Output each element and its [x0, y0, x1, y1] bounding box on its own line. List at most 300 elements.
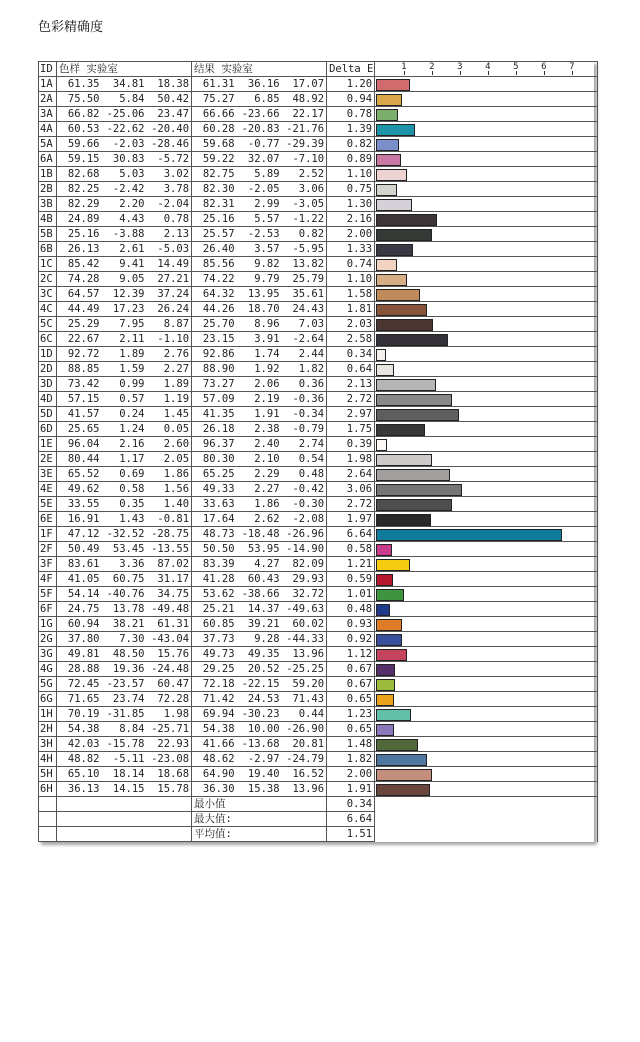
delta-e-value: 0.59 — [327, 572, 375, 587]
scale-header — [375, 62, 598, 77]
patch-id: 4F — [39, 572, 57, 587]
patch-id: 1C — [39, 257, 57, 272]
table-row — [39, 137, 598, 152]
bar-cell — [375, 92, 598, 107]
table-row — [39, 587, 598, 602]
patch-id: 2D — [39, 362, 57, 377]
patch-id: 4B — [39, 212, 57, 227]
sample-b: 2.60 — [147, 437, 192, 452]
result-l: 64.90 — [192, 767, 237, 782]
sample-b: 0.78 — [147, 212, 192, 227]
sample-b: 26.24 — [147, 302, 192, 317]
result-a: 2.27 — [237, 482, 282, 497]
result-b: 60.02 — [282, 617, 327, 632]
bar-cell — [375, 647, 598, 662]
header-sample-lab: 色样 实验室 — [57, 62, 192, 77]
scale-tick-label: 1 — [401, 62, 407, 72]
delta-e-value: 0.75 — [327, 182, 375, 197]
summary-min-value: 0.34 — [327, 797, 375, 812]
sample-l: 61.35 — [57, 77, 102, 92]
table-row — [39, 182, 598, 197]
sample-a: 18.14 — [102, 767, 147, 782]
sample-a: 60.75 — [102, 572, 147, 587]
result-b: 13.82 — [282, 257, 327, 272]
result-b: 32.72 — [282, 587, 327, 602]
result-a: 1.92 — [237, 362, 282, 377]
bar-cell — [375, 482, 598, 497]
result-a: -2.53 — [237, 227, 282, 242]
result-l: 17.64 — [192, 512, 237, 527]
result-b: -0.79 — [282, 422, 327, 437]
sample-l: 25.29 — [57, 317, 102, 332]
table-row — [39, 482, 598, 497]
sample-a: -22.62 — [102, 122, 147, 137]
color-accuracy-table — [38, 61, 598, 842]
sample-l: 92.72 — [57, 347, 102, 362]
result-b: -3.05 — [282, 197, 327, 212]
sample-l: 66.82 — [57, 107, 102, 122]
table-row — [39, 437, 598, 452]
delta-e-bar — [376, 229, 432, 241]
patch-id: 5D — [39, 407, 57, 422]
delta-e-bar — [376, 199, 412, 211]
patch-id: 4A — [39, 122, 57, 137]
scale-tick-label: 5 — [513, 62, 519, 72]
sample-l: 41.05 — [57, 572, 102, 587]
table-row — [39, 317, 598, 332]
result-a: 1.91 — [237, 407, 282, 422]
patch-id: 6F — [39, 602, 57, 617]
result-l: 36.30 — [192, 782, 237, 797]
delta-e-bar — [376, 724, 394, 736]
header-row — [39, 62, 598, 77]
delta-e-value: 0.94 — [327, 92, 375, 107]
page-title: 色彩精确度 — [38, 20, 104, 35]
table-row — [39, 632, 598, 647]
sample-a: 9.05 — [102, 272, 147, 287]
delta-e-value: 0.93 — [327, 617, 375, 632]
sample-b: 1.86 — [147, 467, 192, 482]
table-row — [39, 122, 598, 137]
result-l: 73.27 — [192, 377, 237, 392]
result-b: 48.92 — [282, 92, 327, 107]
patch-id: 2H — [39, 722, 57, 737]
delta-e-bar — [376, 79, 410, 91]
delta-e-bar — [376, 679, 395, 691]
sample-a: 4.43 — [102, 212, 147, 227]
sample-a: 53.45 — [102, 542, 147, 557]
delta-e-bar — [376, 454, 431, 466]
result-b: -2.08 — [282, 512, 327, 527]
result-a: 53.95 — [237, 542, 282, 557]
result-b: 20.81 — [282, 737, 327, 752]
table-row — [39, 767, 598, 782]
sample-a: 0.57 — [102, 392, 147, 407]
result-l: 71.42 — [192, 692, 237, 707]
result-l: 92.86 — [192, 347, 237, 362]
summary-row-min — [39, 797, 598, 812]
bar-cell — [375, 317, 598, 332]
bar-cell — [375, 137, 598, 152]
table-row — [39, 107, 598, 122]
sample-l: 54.14 — [57, 587, 102, 602]
result-a: -38.66 — [237, 587, 282, 602]
result-b: 13.96 — [282, 647, 327, 662]
delta-e-bar — [376, 634, 402, 646]
table-row — [39, 752, 598, 767]
summary-row-max — [39, 812, 598, 827]
result-a: -13.68 — [237, 737, 282, 752]
bar-cell — [375, 707, 598, 722]
table-row — [39, 677, 598, 692]
delta-e-value: 0.64 — [327, 362, 375, 377]
bar-cell — [375, 782, 598, 797]
result-l: 25.21 — [192, 602, 237, 617]
bar-cell — [375, 542, 598, 557]
delta-e-value: 1.23 — [327, 707, 375, 722]
patch-id: 5C — [39, 317, 57, 332]
sample-b: -24.48 — [147, 662, 192, 677]
delta-e-value: 1.10 — [327, 272, 375, 287]
sample-l: 75.50 — [57, 92, 102, 107]
sample-b: 15.78 — [147, 782, 192, 797]
result-a: 20.52 — [237, 662, 282, 677]
sample-a: 0.24 — [102, 407, 147, 422]
sample-b: 61.31 — [147, 617, 192, 632]
table-row — [39, 602, 598, 617]
result-b: -49.63 — [282, 602, 327, 617]
result-a: 24.53 — [237, 692, 282, 707]
sample-b: -23.08 — [147, 752, 192, 767]
sample-l: 37.80 — [57, 632, 102, 647]
delta-e-bar — [376, 379, 436, 391]
delta-e-bar — [376, 424, 425, 436]
delta-e-bar — [376, 589, 404, 601]
sample-l: 73.42 — [57, 377, 102, 392]
result-b: -26.96 — [282, 527, 327, 542]
result-b: -0.34 — [282, 407, 327, 422]
table-row — [39, 662, 598, 677]
bar-cell — [375, 767, 598, 782]
table-row — [39, 707, 598, 722]
sample-b: 22.93 — [147, 737, 192, 752]
sample-a: -40.76 — [102, 587, 147, 602]
sample-a: 1.24 — [102, 422, 147, 437]
summary-avg-value: 1.51 — [327, 827, 375, 842]
delta-e-bar — [376, 499, 452, 511]
result-b: 59.20 — [282, 677, 327, 692]
patch-id: 3F — [39, 557, 57, 572]
result-l: 88.90 — [192, 362, 237, 377]
result-a: 6.85 — [237, 92, 282, 107]
delta-e-bar — [376, 754, 427, 766]
result-l: 41.28 — [192, 572, 237, 587]
result-a: 14.37 — [237, 602, 282, 617]
result-a: 2.62 — [237, 512, 282, 527]
sample-a: 1.43 — [102, 512, 147, 527]
sample-b: 14.49 — [147, 257, 192, 272]
result-b: 1.82 — [282, 362, 327, 377]
result-a: 2.06 — [237, 377, 282, 392]
delta-e-value: 0.65 — [327, 722, 375, 737]
sample-l: 60.94 — [57, 617, 102, 632]
delta-e-bar — [376, 409, 459, 421]
bar-cell — [375, 422, 598, 437]
delta-e-value: 2.72 — [327, 392, 375, 407]
result-b: -0.30 — [282, 497, 327, 512]
result-a: 1.74 — [237, 347, 282, 362]
table-row — [39, 272, 598, 287]
bar-cell — [375, 602, 598, 617]
result-l: 60.85 — [192, 617, 237, 632]
patch-id: 6G — [39, 692, 57, 707]
sample-a: -3.88 — [102, 227, 147, 242]
table-row — [39, 722, 598, 737]
sample-l: 41.57 — [57, 407, 102, 422]
result-a: 18.70 — [237, 302, 282, 317]
sample-a: 2.61 — [102, 242, 147, 257]
sample-b: 23.47 — [147, 107, 192, 122]
result-a: 36.16 — [237, 77, 282, 92]
result-l: 25.57 — [192, 227, 237, 242]
sample-a: 2.11 — [102, 332, 147, 347]
bar-cell — [375, 242, 598, 257]
delta-e-report — [38, 61, 594, 842]
delta-e-bar — [376, 394, 452, 406]
table-row — [39, 197, 598, 212]
delta-e-value: 0.67 — [327, 677, 375, 692]
result-a: -2.97 — [237, 752, 282, 767]
bar-cell — [375, 737, 598, 752]
delta-e-value: 1.01 — [327, 587, 375, 602]
table-row — [39, 557, 598, 572]
delta-e-value: 2.00 — [327, 767, 375, 782]
result-b: 3.06 — [282, 182, 327, 197]
patch-id: 2G — [39, 632, 57, 647]
table-row — [39, 407, 598, 422]
result-a: 3.91 — [237, 332, 282, 347]
result-a: -0.77 — [237, 137, 282, 152]
table-row — [39, 737, 598, 752]
sample-a: 38.21 — [102, 617, 147, 632]
delta-e-bar — [376, 664, 395, 676]
summary-max-label: 最大值: — [192, 812, 327, 827]
patch-id: 6A — [39, 152, 57, 167]
sample-b: -25.71 — [147, 722, 192, 737]
result-b: -24.79 — [282, 752, 327, 767]
result-l: 74.22 — [192, 272, 237, 287]
bar-cell — [375, 182, 598, 197]
delta-e-value: 2.13 — [327, 377, 375, 392]
sample-a: -25.06 — [102, 107, 147, 122]
table-row — [39, 257, 598, 272]
sample-b: -28.75 — [147, 527, 192, 542]
delta-e-value: 1.10 — [327, 167, 375, 182]
result-l: 85.56 — [192, 257, 237, 272]
result-l: 23.15 — [192, 332, 237, 347]
bar-cell — [375, 287, 598, 302]
table-row — [39, 527, 598, 542]
patch-id: 3D — [39, 377, 57, 392]
delta-e-bar — [376, 289, 420, 301]
delta-e-bar — [376, 514, 431, 526]
sample-a: 0.69 — [102, 467, 147, 482]
result-b: 0.54 — [282, 452, 327, 467]
sample-l: 44.49 — [57, 302, 102, 317]
sample-a: -5.11 — [102, 752, 147, 767]
result-a: 15.38 — [237, 782, 282, 797]
bar-cell — [375, 497, 598, 512]
delta-e-value: 2.97 — [327, 407, 375, 422]
table-row — [39, 617, 598, 632]
delta-e-value: 0.92 — [327, 632, 375, 647]
sample-b: -13.55 — [147, 542, 192, 557]
table-row — [39, 512, 598, 527]
delta-e-bar — [376, 739, 417, 751]
result-l: 54.38 — [192, 722, 237, 737]
table-row — [39, 572, 598, 587]
result-a: -20.83 — [237, 122, 282, 137]
delta-e-value: 1.39 — [327, 122, 375, 137]
patch-id: 1E — [39, 437, 57, 452]
patch-id: 1D — [39, 347, 57, 362]
sample-b: 27.21 — [147, 272, 192, 287]
sample-l: 47.12 — [57, 527, 102, 542]
patch-id: 3B — [39, 197, 57, 212]
result-b: 24.43 — [282, 302, 327, 317]
result-a: 5.57 — [237, 212, 282, 227]
delta-e-value: 0.65 — [327, 692, 375, 707]
delta-e-bar — [376, 319, 433, 331]
result-l: 69.94 — [192, 707, 237, 722]
sample-l: 82.25 — [57, 182, 102, 197]
sample-b: 2.76 — [147, 347, 192, 362]
bar-cell — [375, 722, 598, 737]
delta-e-bar — [376, 694, 394, 706]
patch-id: 6H — [39, 782, 57, 797]
table-row — [39, 77, 598, 92]
sample-l: 54.38 — [57, 722, 102, 737]
bar-cell — [375, 77, 598, 92]
sample-b: 3.02 — [147, 167, 192, 182]
bar-cell — [375, 272, 598, 287]
result-a: 8.96 — [237, 317, 282, 332]
sample-b: -20.40 — [147, 122, 192, 137]
sample-a: 19.36 — [102, 662, 147, 677]
result-l: 29.25 — [192, 662, 237, 677]
table-row — [39, 467, 598, 482]
result-b: 0.36 — [282, 377, 327, 392]
sample-a: 48.50 — [102, 647, 147, 662]
result-l: 44.26 — [192, 302, 237, 317]
patch-id: 5H — [39, 767, 57, 782]
result-b: 22.17 — [282, 107, 327, 122]
result-l: 82.75 — [192, 167, 237, 182]
sample-a: 3.36 — [102, 557, 147, 572]
delta-e-scale — [375, 62, 597, 76]
delta-e-value: 3.06 — [327, 482, 375, 497]
result-a: 2.10 — [237, 452, 282, 467]
result-b: -7.10 — [282, 152, 327, 167]
sample-a: 2.20 — [102, 197, 147, 212]
header-result-lab: 结果 实验室 — [192, 62, 327, 77]
table-row — [39, 692, 598, 707]
delta-e-bar — [376, 139, 399, 151]
scale-tick-label: 7 — [569, 62, 575, 72]
result-l: 59.22 — [192, 152, 237, 167]
delta-e-bar — [376, 154, 401, 166]
table-row — [39, 377, 598, 392]
result-l: 59.68 — [192, 137, 237, 152]
sample-b: 0.05 — [147, 422, 192, 437]
sample-b: 31.17 — [147, 572, 192, 587]
table-row — [39, 647, 598, 662]
sample-l: 72.45 — [57, 677, 102, 692]
result-l: 64.32 — [192, 287, 237, 302]
sample-b: 18.38 — [147, 77, 192, 92]
result-l: 41.35 — [192, 407, 237, 422]
sample-b: 8.87 — [147, 317, 192, 332]
sample-a: 34.81 — [102, 77, 147, 92]
sample-b: -1.10 — [147, 332, 192, 347]
sample-l: 42.03 — [57, 737, 102, 752]
patch-id: 5G — [39, 677, 57, 692]
result-a: 32.07 — [237, 152, 282, 167]
sample-l: 60.53 — [57, 122, 102, 137]
delta-e-bar — [376, 169, 407, 181]
sample-b: 34.75 — [147, 587, 192, 602]
result-a: -2.05 — [237, 182, 282, 197]
bar-cell — [375, 377, 598, 392]
bar-cell — [375, 212, 598, 227]
result-b: -21.76 — [282, 122, 327, 137]
sample-a: -23.57 — [102, 677, 147, 692]
sample-a: -2.42 — [102, 182, 147, 197]
sample-l: 48.82 — [57, 752, 102, 767]
patch-id: 1G — [39, 617, 57, 632]
bar-cell — [375, 362, 598, 377]
delta-e-value: 0.74 — [327, 257, 375, 272]
result-l: 82.30 — [192, 182, 237, 197]
sample-a: -2.03 — [102, 137, 147, 152]
sample-b: 15.76 — [147, 647, 192, 662]
sample-b: 3.78 — [147, 182, 192, 197]
sample-b: 60.47 — [147, 677, 192, 692]
patch-id: 6B — [39, 242, 57, 257]
result-l: 37.73 — [192, 632, 237, 647]
table-row — [39, 782, 598, 797]
summary-avg-label: 平均值: — [192, 827, 327, 842]
delta-e-bar — [376, 94, 402, 106]
result-l: 60.28 — [192, 122, 237, 137]
result-b: 0.82 — [282, 227, 327, 242]
result-a: 9.79 — [237, 272, 282, 287]
result-a: 2.29 — [237, 467, 282, 482]
table-row — [39, 332, 598, 347]
delta-e-bar — [376, 544, 392, 556]
result-a: -22.15 — [237, 677, 282, 692]
result-l: 96.37 — [192, 437, 237, 452]
scale-tick-label: 6 — [541, 62, 547, 72]
result-l: 41.66 — [192, 737, 237, 752]
patch-id: 2B — [39, 182, 57, 197]
delta-e-bar — [376, 274, 407, 286]
summary-min-label: 最小值 — [192, 797, 327, 812]
delta-e-bar — [376, 529, 562, 541]
patch-id: 1H — [39, 707, 57, 722]
result-l: 72.18 — [192, 677, 237, 692]
bar-cell — [375, 167, 598, 182]
